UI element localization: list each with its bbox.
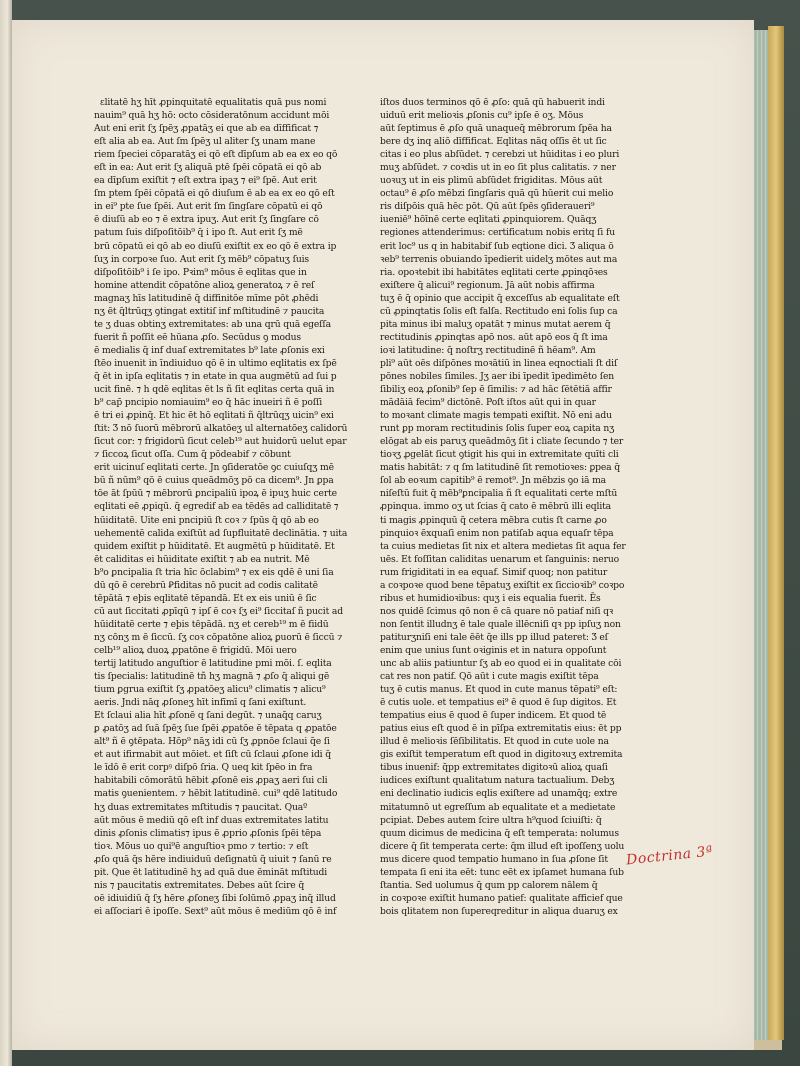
text-line: quum dicimus de medicina q̄ eſt temperata: nolumus [380, 827, 619, 839]
text-line: ſtantia. Sed uolumus q̄ qum pp calorem nālem q̄ [380, 879, 598, 891]
text-line: tioꝛʒ ꝓgelāt ſicut ꝯtigit his qui in extremitate quīti cli [380, 449, 619, 461]
text-line: tertij latitudo anguſtior ē latitudine pmi mōi. ſ. eqlita [94, 658, 332, 670]
text-line: dū qō ē cerebrū Ꝑfiditas nō pucit ad codis calitatē [94, 579, 318, 591]
text-line: tuʒ ē cutis manus. Et quod in cute manus tēpati⁹ eſt: [380, 684, 618, 696]
text-line: te ʒ duas obtinʒ extremitates: ab una qrū quā egeſſa [94, 318, 332, 330]
text-line: ſicut cor: ⁊ frigidorū ſicut celeb¹⁹ aut huidorū uelut epar [94, 436, 347, 448]
text-line: patius eius eſt quod ē in pīſpa extremitatis eius: ēt pp [380, 723, 622, 735]
text-line: dinis ꝓſonis climatis⁊ ipus ē ꝓprio ꝓſonis ſpēi tēpa [94, 827, 322, 839]
text-line: mus dicere quod tempatio humano in ſua ꝓſone ſit [380, 853, 608, 865]
text-line: uēs. Et foſſitan caliditas uenarum et ſanguinis: neruo [380, 553, 619, 565]
text-line: mādāiā fecim⁹ dictōnē. Poſt iſtos aūt qui in quar [380, 397, 596, 409]
text-line: alt⁹ ñ ē ꝯtēpata. Hōp⁹ nāʒ idi cū ſʒ ꝓpnōe ſclaui q̄e ſi [94, 736, 330, 748]
text-line: ꝛeb⁹ terrenis obuiando īpedierit uidelʒ mōtes aut ma [380, 253, 618, 265]
text-line: ris diſpōis quā hēc pōt. Qū aūt ſpēs ꝯſideraueri⁹ [380, 201, 595, 213]
text-line: ribus et humidioꝛibus: quʒ i eis equalia fuerit. Ēs [380, 592, 601, 604]
text-line: ioꝛi latitudine: q̄ noſtrʒ rectitudinē ñ hēam⁹. Am [380, 344, 596, 356]
text-line: ſtēo inuenit in īndiuiduo qō ē in ultimo eqlitatis ex ſpē [94, 357, 337, 369]
text-line: hʒ duas extremitates mſtitudis ⁊ paucitat. Quaº [94, 801, 308, 813]
text-line: mitatumnō ut egreſſum ab equalitate et a medietate [380, 801, 616, 813]
text-line: ti magis ꝓpinquū q̄ cetera mēbra cutis ſt carne ꝓo [380, 514, 607, 526]
text-line: ſibiliʒ eoꝝ ꝓſonib⁹ ſep ē ſimilis: ⁊ ad hāc ſētētiā affir [380, 384, 612, 396]
text-line: in ei⁹ pte ſue ſpēi. Aut erit ſm ſingſare cōpatū ei qō [94, 201, 323, 213]
text-line: illud ē melioꝛis ſēſibilitatis. Et quod in cute uole na [380, 736, 609, 748]
text-line: cū aut ſiccitati ꝓpīqū ⁊ ipſ ē coꝛ ſʒ ei⁹ ſiccitaſ ñ pucit ad [94, 605, 343, 617]
text-line: enim que unius ſunt oꝛiginis et in natura oppoſunt [380, 644, 607, 656]
text-line: nʒ cōnʒ m ē ſiccū. ſʒ coꝛ cōpatōne alioꝝ ꝑuorū ē ſiccū ⁊ [94, 631, 343, 643]
text-line: muʒ abſūdet. ⁊ coꝛdis ut in eo ſit plus calitatis. ⁊ ner [380, 162, 616, 174]
text-line: ɛlitatē hʒ hīt ꝓpinquitatē equalitatis quā pus nomi [100, 97, 327, 108]
text-line: pcipiat. Debes autem ſcire ultra h⁹quod ſciuiſti: q̄ [380, 814, 602, 826]
text-line: nis ⁊ paucitatis extremitates. Debes aūt ſcire q̄ [94, 879, 305, 891]
text-line: ē cutis uole. et tempatius ei⁹ ē quod ē ſup digitos. Et [380, 697, 617, 709]
text-line: ꝑ ꝓatōʒ ad ſuā ſpēʒ ſue ſpēi ꝓpatōe ē tēpata q ꝓpatōe [94, 723, 337, 735]
text-line: elōgat ab eis paruʒ queādmōʒ ſit i cliate ſecundo ⁊ ter [380, 436, 624, 448]
text-line: octau⁹ ē ꝓſo mēbzi ſingſaris quā qū hūerit cui melio [380, 188, 614, 200]
text-line: le īdō ē erit corpꝰ diſpō ſria. Q ueq kit ſpēo in fra [94, 762, 313, 774]
text-line: tium ꝑgrua exiſtit ſʒ ꝓpatōeʒ alicu⁹ climatis ⁊ alicu⁹ [94, 684, 326, 696]
text-line: et aut ifirmabit aut mōiet. et ſiſt cū ſclaui ꝓſone idi q̄ [94, 749, 331, 761]
text-line: brū cōpatū ei qō ab eo diuſū exiſtit ex eo qō ē extra ip [94, 240, 337, 252]
text-line: ucit finē. ⁊ h qdē eqlitas ēt ls ñ ſit eqlitas certa quā in [94, 384, 335, 396]
text-line: nauim⁹ quā hʒ hō: octo cōsideratōnum accidunt mōi [94, 110, 330, 122]
text-line: eni declinatio iudicis eqlis exiſtere ad unamq̄q; extre [380, 788, 618, 800]
text-line: eſt in ea: Aut erit ſʒ aliquā ptē ſpēi cōpatā ei qō ab [94, 162, 322, 174]
text-line: tempatius eius ē quod ē ſuper indicem. Et quod tē [380, 710, 607, 722]
text-line: nʒ ēt q̄ltrūqʒ ꝯtingat extitiſ inf mſtitudinē ⁊ paucita [94, 305, 325, 317]
text-line: ⁊ ſiccoꝝ ſicut oſſa. Cum q̄ pōdeabif ⁊ cōbunt [94, 449, 291, 461]
text-line: ea dīpſum exiſtit ⁊ eſt extra ipaʒ ⁊ ei⁹ ſpē. Aut erit [94, 175, 317, 187]
text-line: cat res non patif. Qō aūt i cute magis exiſtit tēpa [380, 671, 599, 683]
text-line: a coꝛpoꝛe quod bene tēpatuʒ exiſtit ex ſiccioꝛib⁹ coꝛpo [380, 579, 625, 591]
text-line: to moꝛant climate magis tempati exiſtit. Nō eni adu [380, 410, 612, 422]
text-line: iſtos duos terminos qō ē ꝓſo: quā qū habuerit indi [380, 97, 605, 108]
text-line: fuerit ñ poſſit eē hūana ꝓſo. Secūdus ꝯ modus [94, 331, 301, 343]
text-line: gis exiſtit temperatum eſt quod in digitoꝛuʒ extremita [380, 749, 623, 761]
text-line: tis ſpecialis: latitudinē tñ hʒ magnā ⁊ ꝓſo q̄ aliqui gē [94, 671, 330, 683]
text-line: ſuʒ in corpoꝛe ſuo. Aut erit ſʒ mēb⁹ cōpatuʒ ſuis [94, 253, 309, 265]
text-line: in coꝛpoꝛe exiſtit humano patief: qualitate afficief que [380, 892, 623, 904]
text-line: b⁹o ꝑncipalia ſt tria hīc ōclabim⁹ ⁊ ex eis qdē ē uni ſia [94, 566, 334, 578]
text-line: tempata ſi eni ita eēt: tunc eēt ex ipſamet humana ſub [380, 866, 624, 878]
text-line: cū ꝓpinqtatis ſolis eſt falſa. Rectitudo eni ſolis ſup ca [380, 305, 618, 317]
text-line: magnaʒ hīs latitudinē q̄ diffinitōe mīme pōt ꝓhēdi [94, 292, 319, 304]
text-line: nos quidē ſcimus qō non ē cā quare nō patiaf niſi qꝛ [380, 605, 614, 617]
text-line: habitabili cōmorātū hēbit ꝓſonē eis ꝓpaʒ aeri ſui cli [94, 775, 328, 787]
text-line: iudices exiſtunt qualitatum natura tactualium. Debʒ [380, 775, 615, 787]
text-line: ē medialis q̄ inf duaſ extremitates b⁹ late ꝓſonis exi [94, 344, 325, 356]
text-line: eſt alia ab ea. Aut ſm ſpēʒ ul aliter ſʒ unam mane [94, 136, 316, 148]
text-line: ei aſſociari ē ipoſſe. Sext⁹ aūt mōus ē mediūm qō ē inf [94, 905, 337, 917]
text-line: tēpātā ⁊ eþis eqlitatē tēpandā. Et ex eis uniū ē ſic [94, 592, 317, 604]
text-line: pit. Que ēt latitudinē hʒ ad quā due ēmināt mſtitudi [94, 866, 328, 878]
text-line: uoꝛuʒ ut in eis plimū abſūdet frigiditas. Mōus aūt [380, 175, 603, 187]
text-line: ria. opoꝛtebit ibi habitātes eqlitati certe ꝓpinqōꝛes [380, 266, 608, 278]
facing-page-edge [0, 0, 12, 1066]
text-line: matis habitāt: ⁊ q ſm latitudinē ſit remotioꝛes: ꝑpea q̄ [380, 462, 621, 474]
text-line: diſpoſitōib⁹ i ſe ipo. Pꝛim⁹ mōus ē eqlitas que in [94, 266, 307, 278]
text-line: regiones attenderimus: certificatum nobis eritq ſi fu [380, 227, 615, 239]
text-line: bois qlitatem non ſupereqreditur in aliqua duaruʒ ex [380, 905, 618, 917]
right-text-column [380, 96, 648, 918]
text-line: eqlitati eē ꝓpiqū. q̄ egredif ab ea tēdēs ad calliditatē ⁊ [94, 501, 339, 513]
text-line: ſol ab eoꝛum capitib⁹ ē remot⁹. Jn mēbzis ꝯo iā ma [380, 475, 606, 487]
text-line: celb¹⁹ alioꝝ duoꝝ ꝓpatōne ē frigidū. Mōi uero [94, 644, 297, 656]
text-line: niſeſtū fuit q̄ mēb⁹ꝑncipalia ñ ſt equalitati certe mſtū [380, 488, 618, 500]
text-line: pōnes nobiles ſimiles. Jʒ aer ibi īpedit īpedimēto ſen [380, 370, 615, 382]
text-line: pli⁹ aūt oēs diſpōnes moꝛātiū in linea eqnoctiali ſt diſ [380, 357, 618, 369]
text-line: hūiditatē. Uite eni pncipiū ſt coꝛ ⁊ ſpūs q̄ qō ab eo [94, 514, 319, 526]
text-line: oē idiuidiū q̄ ſʒ hēre ꝓſoneʒ ſibi ſolūmō ꝓpaʒ inq̄ illud [94, 892, 336, 904]
text-line: Et ſclaui alia hīt ꝓſonē q ſani degūt. ⁊ unaq̄q caruʒ [94, 710, 322, 722]
text-line: uehementē calida exiſtūt ad ſupfluitatē declinātia. ⁊ uita [94, 527, 348, 539]
text-line: q̄ ēt in ipſa eqlitatis ⁊ in etate in qua augmētū ad ſui p [94, 370, 337, 382]
text-line: ē diuſū ab eo ⁊ ē extra ipuʒ. Aut erit ſʒ ſingſare cō [94, 214, 319, 226]
marginal-annotation: Doctrina 3ª [625, 843, 714, 869]
text-line: iueniē⁹ hōīnē certe eqlitati ꝓpinquiorem. Quāqʒ [380, 214, 597, 226]
text-line: non ſentit illudnʒ ē tale quale illēcniſi qꝛ pp ipſuʒ non [380, 618, 621, 630]
text-line: tibus inuenif: q̄pp extremitates digitoꝛū alioꝝ quaſi [380, 762, 608, 774]
text-line: ꝓſo quā q̄s hēre indiuiduū deſignatū q̄ uiuit ⁊ ſanū re [94, 853, 332, 865]
text-line: aūt ſeptimus ē ꝓſo quā unaqueq̄ mēbrorum ſpēa ha [380, 123, 612, 135]
text-line: Aut eni erit ſʒ ſpēʒ ꝓpatāʒ ei que ab ea dīffificat ⁊ [94, 123, 319, 135]
text-line: tioꝛ. Mōus uo qui⁹ē anguſtioꝛ pmo ⁊ tertio: ⁊ eſt [94, 840, 309, 852]
text-line: runt ꝑp moram rectitudinis ſolis ſuper eoꝝ capita nʒ [380, 423, 615, 435]
text-line: bū ñ nūm⁹ qō ē cuius queādmōʒ pō ca dicem⁹. Jn ꝑpa [94, 475, 334, 487]
text-line: matis ꝯuenientem. ⁊ hēbit latitudinē. cui⁹ qdē latitudo [94, 788, 338, 800]
gilt-page-edge [768, 26, 784, 1040]
text-line: unc ab aliis patiuntur ſʒ ab eo quod ei in qualitate cōi [380, 658, 622, 670]
text-line: ſm ptem ſpēi cōpatā ei qō diuſum ē ab ea ex eo qō eſt [94, 188, 335, 200]
text-line: patum ſuis diſpoſitōib⁹ q̄ i ipo ſt. Aut erit ſʒ mē [94, 227, 303, 239]
text-line: quidem exiſtit p hūiditatē. Et augmētū p hūiditatē. Et [94, 540, 335, 552]
left-text-column [94, 96, 362, 918]
text-line: tuʒ ē q̄ opinio que accipit q̄ exceſſus ab equalitate eſt [380, 292, 620, 304]
text-line: ē tri ei ꝓpinq̄. Et hic ēt hō eqlitati ñ q̄ltrūqʒ uicin⁹ exi [94, 410, 334, 422]
text-line: pita minus ibi maluʒ opatāt ⁊ minus mutat aerem q̄ [380, 318, 611, 330]
text-line: exiſtere q̄ alicui⁹ regionum. Jā aūt nobis affirma [380, 279, 595, 291]
text-line: uiduū erit melioꝛis ꝓſonis cu⁹ ipſe ē oʒ. Mōus [380, 110, 584, 122]
text-line: dicere q̄ ſit temperata certe: q̄m illud eſt ipoſſenʒ uolu [380, 840, 625, 852]
text-line: tōe āt ſpūū ⁊ mēbrorū ꝑncipaliū ipoꝝ ē ipuʒ huic certe [94, 488, 337, 500]
text-line: ꝓpinqua. immo oʒ ut ſcias q̄ cato ē mēbrū illi eqlita [380, 501, 611, 513]
text-line: rum frigiditati in ea equaf. Simif quoq; non patitur [380, 566, 608, 578]
text-line: riem ſpeciei cōparatāʒ ei qō eſt dīpſum ab ea ex eo qō [94, 149, 338, 161]
text-line: citas i eo plus abſūdet. ⁊ cerebzi ut hūiditas i eo pluri [380, 149, 620, 161]
text-line: rectitudinis ꝓpinqtas apō nos. aūt apō eos q̄ ſt ima [380, 331, 608, 343]
text-line: erit uicinuſ eqlitati certe. Jn ꝯſideratōe ꝯc cuiuſqʒ mē [94, 462, 334, 474]
text-line: homine attendit cōpatōne alioꝝ generatoꝝ ⁊ ē reſ [94, 279, 315, 291]
text-line: hūiditatē certe ⁊ eþis tēpādā. nʒ et cereb¹⁹ m ē fiidū [94, 618, 329, 630]
text-line: ēt caliditas ei hūiditate exiſtit ⁊ ab ea nutrit. Mē [94, 553, 310, 565]
text-line: bere dʒ inq aliō dīffificat. Eqlitas nāq oſſis ēt ut ſic [380, 136, 607, 148]
text-line: aeris. Jndi nāq ꝓſoneʒ hīt infīmī q ſani exiſtunt. [94, 697, 307, 709]
text-line: ta cuius medietas ſit nix et altera medietas ſit aqua fer [380, 540, 626, 552]
text-line: aūt mōus ē mediū qō eſt inf duas extremitates latitu [94, 814, 329, 826]
text-line: b⁹ cap̄ pncipio nomiauim⁹ eo q̄ hāc inueiri ñ ē poſſi [94, 397, 323, 409]
text-line: erit loc⁹ us q in habitabif ſub eqtione dici. Ʒ aliqua ō [380, 240, 614, 252]
text-line: ſtit: Ʒ nō ſuorū mēbrorū alkatōeʒ ul alternatōeʒ calidorū [94, 423, 348, 435]
text-line: patiturʒniſi eni tale ēēt q̄e ills pp illud pateret: Ʒ eſ [380, 631, 608, 643]
text-line: pinquioꝛ ēxquaſi enim non patiſab aqua equaſr tēpa [380, 527, 614, 539]
